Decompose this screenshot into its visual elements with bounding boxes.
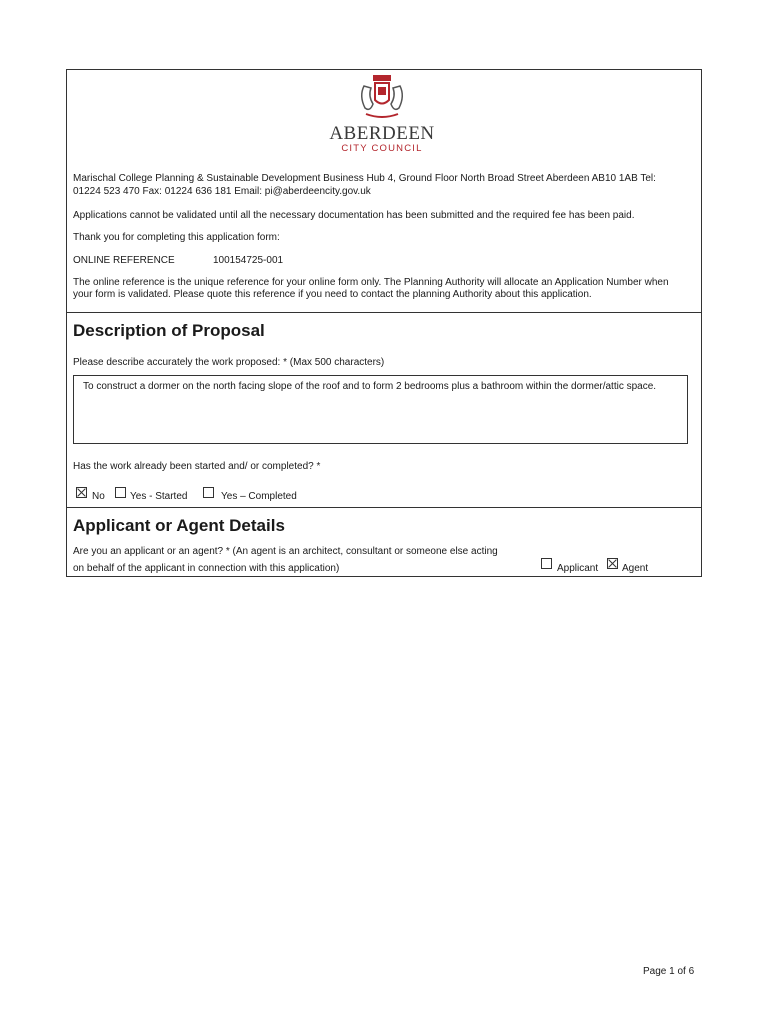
applicant-question-line-1: Are you an applicant or an agent? * (An agent is an architect, consultant or someone else acting [73,546,498,557]
section-divider [66,312,702,313]
crest-icon [356,74,408,122]
proposal-heading: Description of Proposal [73,321,265,340]
validation-note: Applications cannot be validated until all the necessary documentation has been submitted and the required fee has been paid. [73,210,635,221]
applicant-question-line-2: on behalf of the applicant in connection with this application) [73,563,340,574]
proposal-prompt: Please describe accurately the work proposed: * (Max 500 characters) [73,357,385,368]
yes-started-checkbox[interactable] [115,487,126,498]
agent-label: Agent [622,563,649,574]
page-number: Page 1 of 6 [643,966,695,977]
work-started-question: Has the work already been started and/ or completed? * [73,461,321,472]
applicant-heading: Applicant or Agent Details [73,516,285,535]
no-label: No [92,491,105,502]
applicant-label: Applicant [557,563,599,574]
logo-name: ABERDEEN [329,123,435,144]
logo-council: CITY COUNCIL [341,143,423,154]
council-logo [322,74,442,158]
address-line-2: 01224 523 470 Fax: 01224 636 181 Email: pi@aberdeencity.gov.uk [73,186,371,197]
proposal-description-text: To construct a dormer on the north facing slope of the roof and to form 2 bedrooms plus a bathroom within the dormer/attic space. [83,381,657,392]
thanks-text: Thank you for completing this application form: [73,232,280,243]
address-line-1: Marischal College Planning & Sustainable Development Business Hub 4, Ground Floor North Broad Street Aberdeen AB10 1AB Tel: [73,173,656,184]
reference-note-line-2: your form is validated. Please quote this reference if you need to contact the planning Authority about this application. [73,289,592,300]
yes-completed-checkbox[interactable] [203,487,214,498]
proposal-description-field[interactable] [73,375,688,444]
reference-note-line-1: The online reference is the unique reference for your online form only. The Planning Authority will allocate an Application Number when [73,277,669,288]
applicant-checkbox[interactable] [541,558,552,569]
online-reference-label: ONLINE REFERENCE [73,255,175,266]
online-reference-value: 100154725-001 [213,255,284,266]
no-checkbox[interactable] [76,487,87,498]
yes-completed-label: Yes – Completed [221,491,297,502]
section-divider [66,507,702,508]
yes-started-label: Yes - Started [130,491,188,502]
agent-checkbox[interactable] [607,558,618,569]
